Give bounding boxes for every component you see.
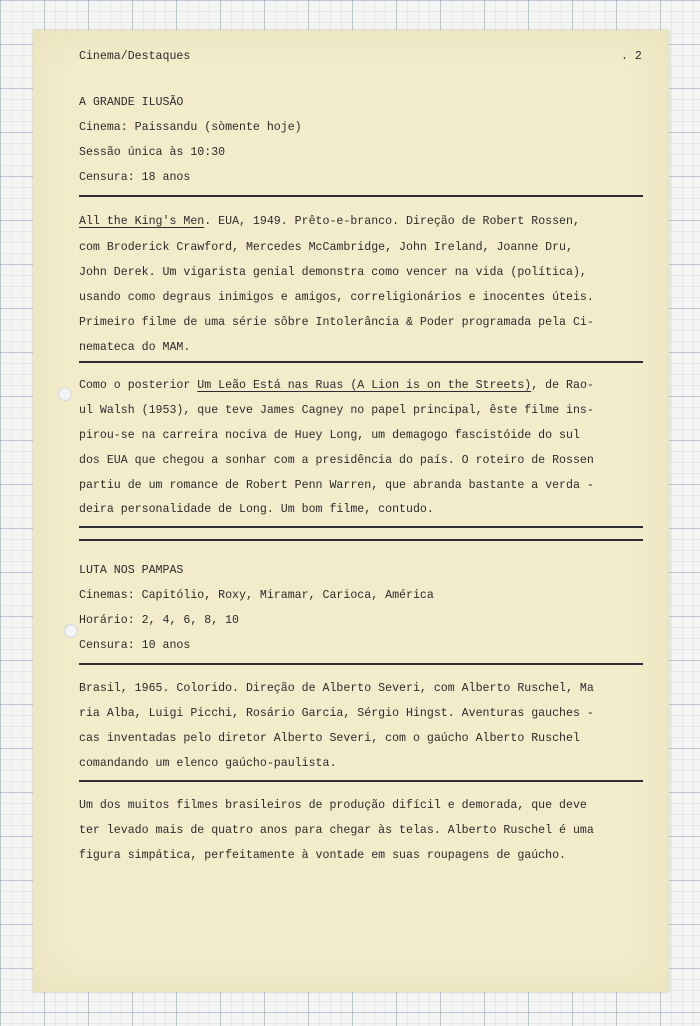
film1-original-title: All the King's Men [79, 215, 205, 228]
film1-p1-line [79, 215, 580, 228]
film2-cinemas: Cinemas: Capitólio, Roxy, Miramar, Carioca, América [79, 589, 434, 602]
film1-session: Sessão única às 10:30 [79, 146, 226, 159]
film1-title: A GRANDE ILUSÃO [79, 96, 184, 109]
film2-p1-line: comandando um elenco gaúcho-paulista. [79, 757, 337, 770]
divider [79, 663, 643, 665]
film2-p2-line: figura simpática, perfeitamente à vontade em suas roupagens de gaúcho. [79, 849, 567, 862]
punch-hole [64, 624, 78, 638]
film1-p2-title: Um Leão Está nas Ruas (A Lion is on the Streets) [197, 379, 532, 392]
film1-p1-line: usando como degraus inimigos e amigos, correligionários e inocentes úteis. [79, 291, 594, 304]
film1-p2-line: dos EUA que chegou a sonhar com a presidência do país. O roteiro de Rossen [79, 454, 594, 467]
film1-p2-line: deira personalidade de Long. Um bom filme, contudo. [79, 503, 434, 516]
divider [79, 526, 643, 528]
film2-p1-line: Brasil, 1965. Colorido. Direção de Alberto Severi, com Alberto Ruschel, Ma [79, 682, 594, 695]
film2-times: Horário: 2, 4, 6, 8, 10 [79, 614, 240, 627]
punch-hole [58, 387, 72, 401]
film1-p2-line [79, 379, 594, 392]
divider [79, 780, 643, 782]
film1-p2-prefix: Como o posterior [79, 379, 198, 392]
film1-p1-line: Primeiro filme de uma série sôbre Intolerância & Poder programada pela Ci- [79, 316, 594, 329]
film1-p1-line: com Broderick Crawford, Mercedes McCambridge, John Ireland, Joanne Dru, [79, 241, 573, 254]
film1-p1-line: nemateca do MAM. [79, 341, 191, 354]
divider [79, 361, 643, 363]
film2-title: LUTA NOS PAMPAS [79, 564, 184, 577]
typewritten-page [33, 30, 669, 992]
divider [79, 539, 643, 541]
film1-rating: Censura: 18 anos [79, 171, 191, 184]
film1-p1-line1-rest: . EUA, 1949. Prêto-e-branco. Direção de Robert Rossen, [204, 215, 580, 228]
film1-p2-suffix: , de Rao- [531, 379, 594, 392]
section-header: Cinema/Destaques [79, 50, 191, 63]
film1-p2-line: ul Walsh (1953), que teve James Cagney no papel principal, êste filme ins- [79, 404, 594, 417]
page-number: . 2 [621, 50, 642, 63]
film2-p2-line: ter levado mais de quatro anos para chegar às telas. Alberto Ruschel é uma [79, 824, 594, 837]
film1-p2-line: partiu de um romance de Robert Penn Warren, que abranda bastante a verda - [79, 479, 594, 492]
film2-p1-line: ria Alba, Luigi Picchi, Rosário Garcia, Sérgio Hingst. Aventuras gauches - [79, 707, 594, 720]
film1-cinema: Cinema: Paissandu (sòmente hoje) [79, 121, 302, 134]
film2-p1-line: cas inventadas pelo diretor Alberto Severi, com o gaúcho Alberto Ruschel [79, 732, 580, 745]
film1-p2-line: pirou-se na carreira nociva de Huey Long, um demagogo fascistóide do sul [79, 429, 580, 442]
film2-rating: Censura: 10 anos [79, 639, 191, 652]
divider [79, 195, 643, 197]
film2-p2-line: Um dos muitos filmes brasileiros de produção difícil e demorada, que deve [79, 799, 587, 812]
film1-p1-line: John Derek. Um vigarista genial demonstra como vencer na vida (política), [79, 266, 587, 279]
